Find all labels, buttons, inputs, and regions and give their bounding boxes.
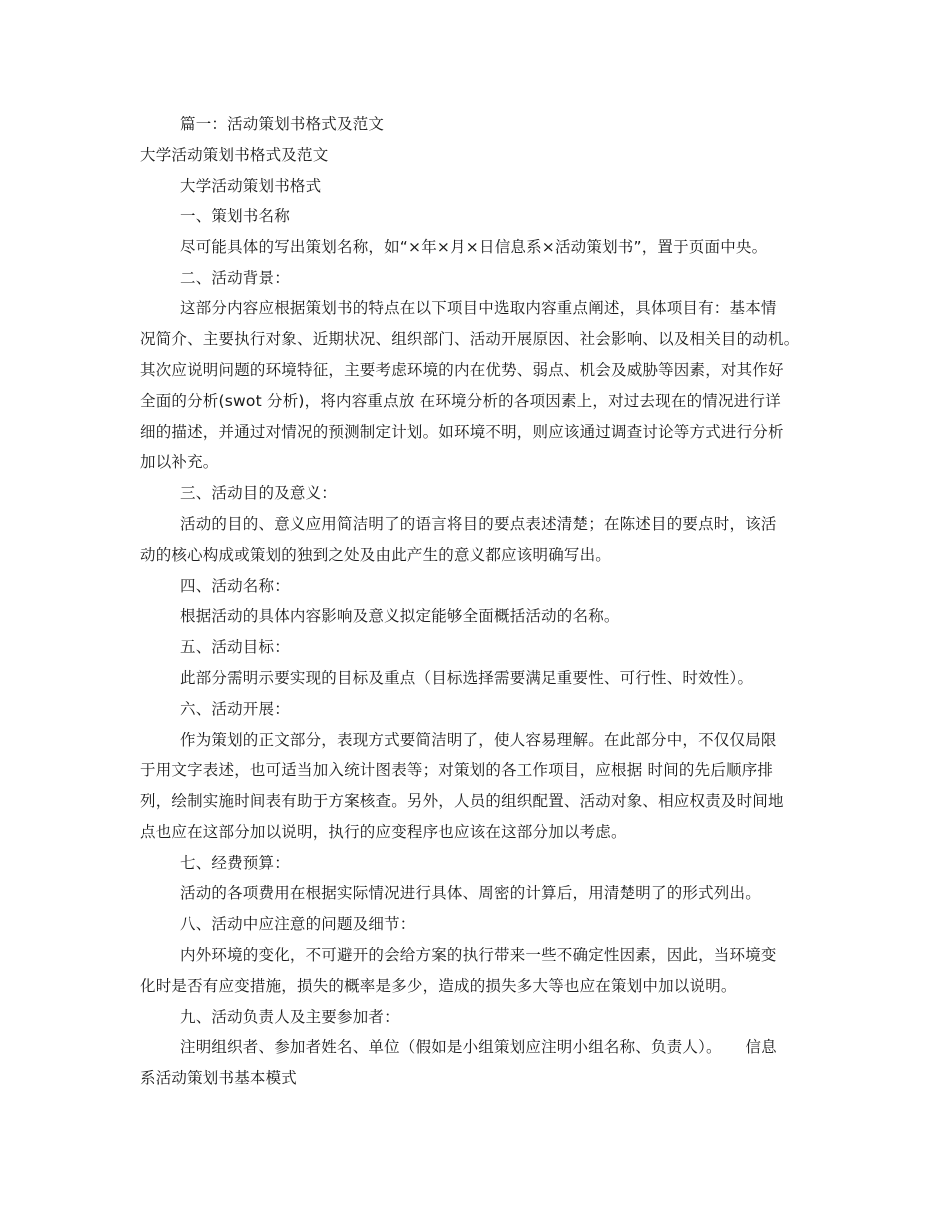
- paragraph-line: 点也应在这部分加以说明，执行的应变程序也应该在这部分加以考虑。: [140, 823, 627, 841]
- paragraph-line: 细的描述，并通过对情况的预测制定计划。如环境不明，则应该通过调查讨论等方式进行分析: [140, 423, 784, 441]
- paragraph-line: 内外环境的变化，不可避开的会给方案的执行带来一些不确定性因素，因此，当环境变: [180, 946, 777, 964]
- paragraph-line: 根据活动的具体内容影响及意义拟定能够全面概括活动的名称。: [180, 607, 620, 625]
- section-heading-3: 三、活动目的及意义：: [180, 484, 338, 502]
- section-heading-6: 六、活动开展：: [180, 700, 290, 718]
- doc-heading-1: 篇一：活动策划书格式及范文: [180, 115, 385, 133]
- paragraph-line: 此部分需明示要实现的目标及重点（目标选择需要满足重要性、可行性、时效性）。: [180, 669, 754, 687]
- doc-title: 大学活动策划书格式及范文: [140, 146, 329, 164]
- section-heading-8: 八、活动中应注意的问题及细节：: [180, 915, 416, 933]
- paragraph-line: 于用文字表述，也可适当加入统计图表等；对策划的各工作项目，应根据 时间的先后顺序排: [140, 761, 774, 779]
- section-heading-1: 一、策划书名称: [180, 207, 290, 225]
- paragraph-line: 化时是否有应变措施，损失的概率是多少，造成的损失多大等也应在策划中加以说明。: [140, 977, 737, 995]
- paragraph-line: 活动的目的、意义应用简洁明了的语言将目的要点表述清楚；在陈述目的要点时，该活: [180, 515, 777, 533]
- paragraph-line: 这部分内容应根据策划书的特点在以下项目中选取内容重点阐述，具体项目有：基本情: [180, 299, 777, 317]
- section-heading-5: 五、活动目标：: [180, 638, 290, 656]
- paragraph-line: 加以补充。: [140, 453, 219, 471]
- section-heading-7: 七、经费预算：: [180, 854, 290, 872]
- paragraph-line: 其次应说明问题的环境特征，主要考虑环境的内在优势、弱点、机会及威胁等因素，对其作好: [140, 361, 784, 379]
- section-heading-4: 四、活动名称：: [180, 577, 290, 595]
- paragraph-line: 况简介、主要执行对象、近期状况、组织部门、活动开展原因、社会影响、以及相关目的动机。: [140, 330, 800, 348]
- paragraph-line: 全面的分析(swot 分析)，将内容重点放 在环境分析的各项因素上，对过去现在的情况进行详: [140, 392, 781, 410]
- paragraph-line: 注明组织者、参加者姓名、单位（假如是小组策划应注明小组名称、负责人）。 信息: [180, 1038, 777, 1056]
- paragraph-line: 尽可能具体的写出策划名称，如“×年×月×日信息系×活动策划书”，置于页面中央。: [180, 238, 768, 256]
- paragraph-line: 作为策划的正文部分，表现方式要简洁明了，使人容易理解。在此部分中，不仅仅局限: [180, 731, 777, 749]
- paragraph-line: 动的核心构成或策划的独到之处及由此产生的意义都应该明确写出。: [140, 546, 612, 564]
- paragraph-line: 活动的各项费用在根据实际情况进行具体、周密的计算后，用清楚明了的形式列出。: [180, 884, 761, 902]
- section-heading-9: 九、活动负责人及主要参加者：: [180, 1008, 400, 1026]
- paragraph-line: 系活动策划书基本模式: [140, 1069, 298, 1087]
- doc-subtitle: 大学活动策划书格式: [180, 177, 322, 195]
- paragraph-line: 列，绘制实施时间表有助于方案核查。另外，人员的组织配置、活动对象、相应权责及时间地: [140, 792, 784, 810]
- section-heading-2: 二、活动背景：: [180, 269, 290, 287]
